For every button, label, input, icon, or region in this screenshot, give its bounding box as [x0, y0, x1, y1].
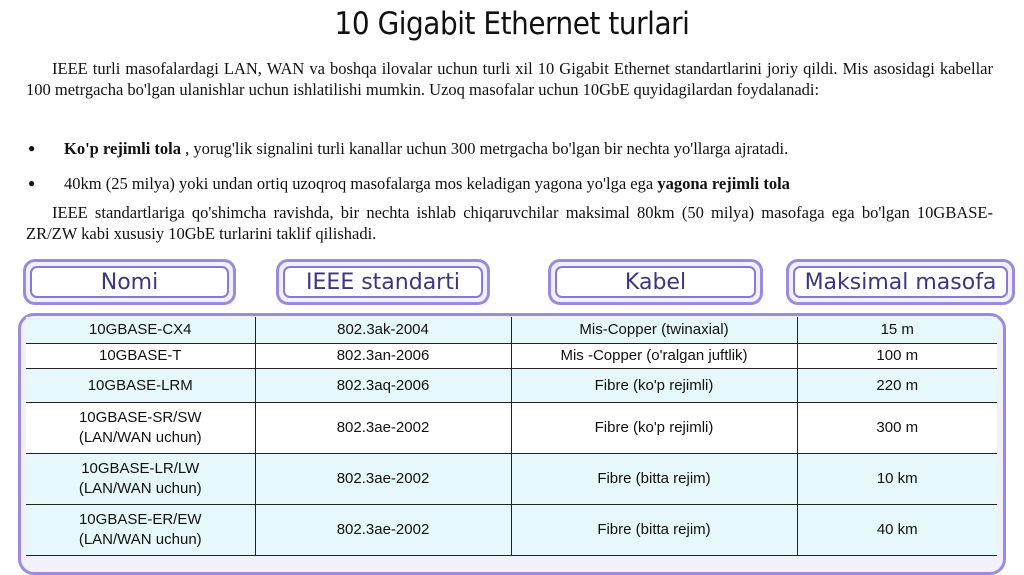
- bullet-dot-icon: ●: [28, 141, 36, 155]
- cell-standard: 802.3ak-2004: [255, 317, 511, 344]
- bullet-text: 40km (25 milya) yoki undan ortiq uzoqroq masofalarga mos keladigan yagona yo'lga ega: [64, 174, 658, 193]
- table-row: [26, 317, 997, 344]
- cell-name: 10GBASE-T: [26, 344, 255, 369]
- cell-cable: Fibre (bitta rejim): [511, 505, 797, 556]
- cell-cable: Fibre (bitta rejim): [511, 454, 797, 505]
- cell-name: 10GBASE-LR/LW (LAN/WAN uchun): [26, 454, 255, 505]
- intro-paragraph: IEEE turli masofalardagi LAN, WAN va boshqa ilovalar uchun turli xil 10 Gigabit Ethernet standartlarini joriy qildi. Mis asosidagi kabellar 100 metrgacha bo'lgan ulanishlar uchun ishlatilishi mumkin. Uzoq masofalar uchun 10GbE quyidagilardan foydalanadi:: [26, 59, 993, 99]
- bullet-dot-icon: ●: [28, 176, 36, 190]
- table-row: [26, 403, 997, 454]
- cell-name: 10GBASE-SR/SW (LAN/WAN uchun): [26, 403, 255, 454]
- bullet-text: , yorug'lik signalini turli kanallar uchun 300 metrgacha bo'lgan bir nechta yo'llarga ajratadi.: [181, 139, 789, 158]
- column-header-label: Maksimal masofa: [793, 266, 1008, 298]
- cell-standard: 802.3an-2006: [255, 344, 511, 369]
- cell-distance: 15 m: [797, 317, 997, 344]
- cell-distance: 220 m: [797, 369, 997, 403]
- cell-distance: 300 m: [797, 403, 997, 454]
- column-header-cable: [548, 259, 763, 305]
- ethernet-types-table: [26, 317, 997, 556]
- column-header-name: [23, 259, 236, 305]
- cell-cable: Mis-Copper (twinaxial): [511, 317, 797, 344]
- cell-standard: 802.3ae-2002: [255, 454, 511, 505]
- cell-name: 10GBASE-CX4: [26, 317, 255, 344]
- cell-distance: 40 km: [797, 505, 997, 556]
- column-header-label: Kabel: [555, 266, 756, 298]
- cell-standard: 802.3aq-2006: [255, 369, 511, 403]
- cell-distance: 100 m: [797, 344, 997, 369]
- table-row: [26, 369, 997, 403]
- column-header-standard: [276, 259, 490, 305]
- cell-standard: 802.3ae-2002: [255, 403, 511, 454]
- page-title: 10 Gigabit Ethernet turlari: [334, 6, 690, 42]
- column-header-label: Nomi: [30, 266, 229, 298]
- cell-name: 10GBASE-LRM: [26, 369, 255, 403]
- table-row: [26, 454, 997, 505]
- cell-cable: Mis -Copper (o'ralgan juftlik): [511, 344, 797, 369]
- bullet-bold-term: yagona rejimli tola: [657, 174, 790, 193]
- outro-paragraph: IEEE standartlariga qo'shimcha ravishda, bir nechta ishlab chiqaruvchilar maksimal 80km (50 milya) masofaga ega bo'lgan 10GBASE-ZR/ZW kabi xususiy 10GbE turlarini taklif qilishadi.: [26, 203, 993, 243]
- column-header-max-distance: [786, 259, 1015, 305]
- table-row: [26, 505, 997, 556]
- cell-cable: Fibre (ko'p rejimli): [511, 403, 797, 454]
- cell-distance: 10 km: [797, 454, 997, 505]
- cell-name: 10GBASE-ER/EW (LAN/WAN uchun): [26, 505, 255, 556]
- column-header-label: IEEE standarti: [283, 266, 483, 298]
- cell-standard: 802.3ae-2002: [255, 505, 511, 556]
- table-row: [26, 344, 997, 369]
- bullet-bold-term: Ko'p rejimli tola: [64, 139, 182, 158]
- cell-cable: Fibre (ko'p rejimli): [511, 369, 797, 403]
